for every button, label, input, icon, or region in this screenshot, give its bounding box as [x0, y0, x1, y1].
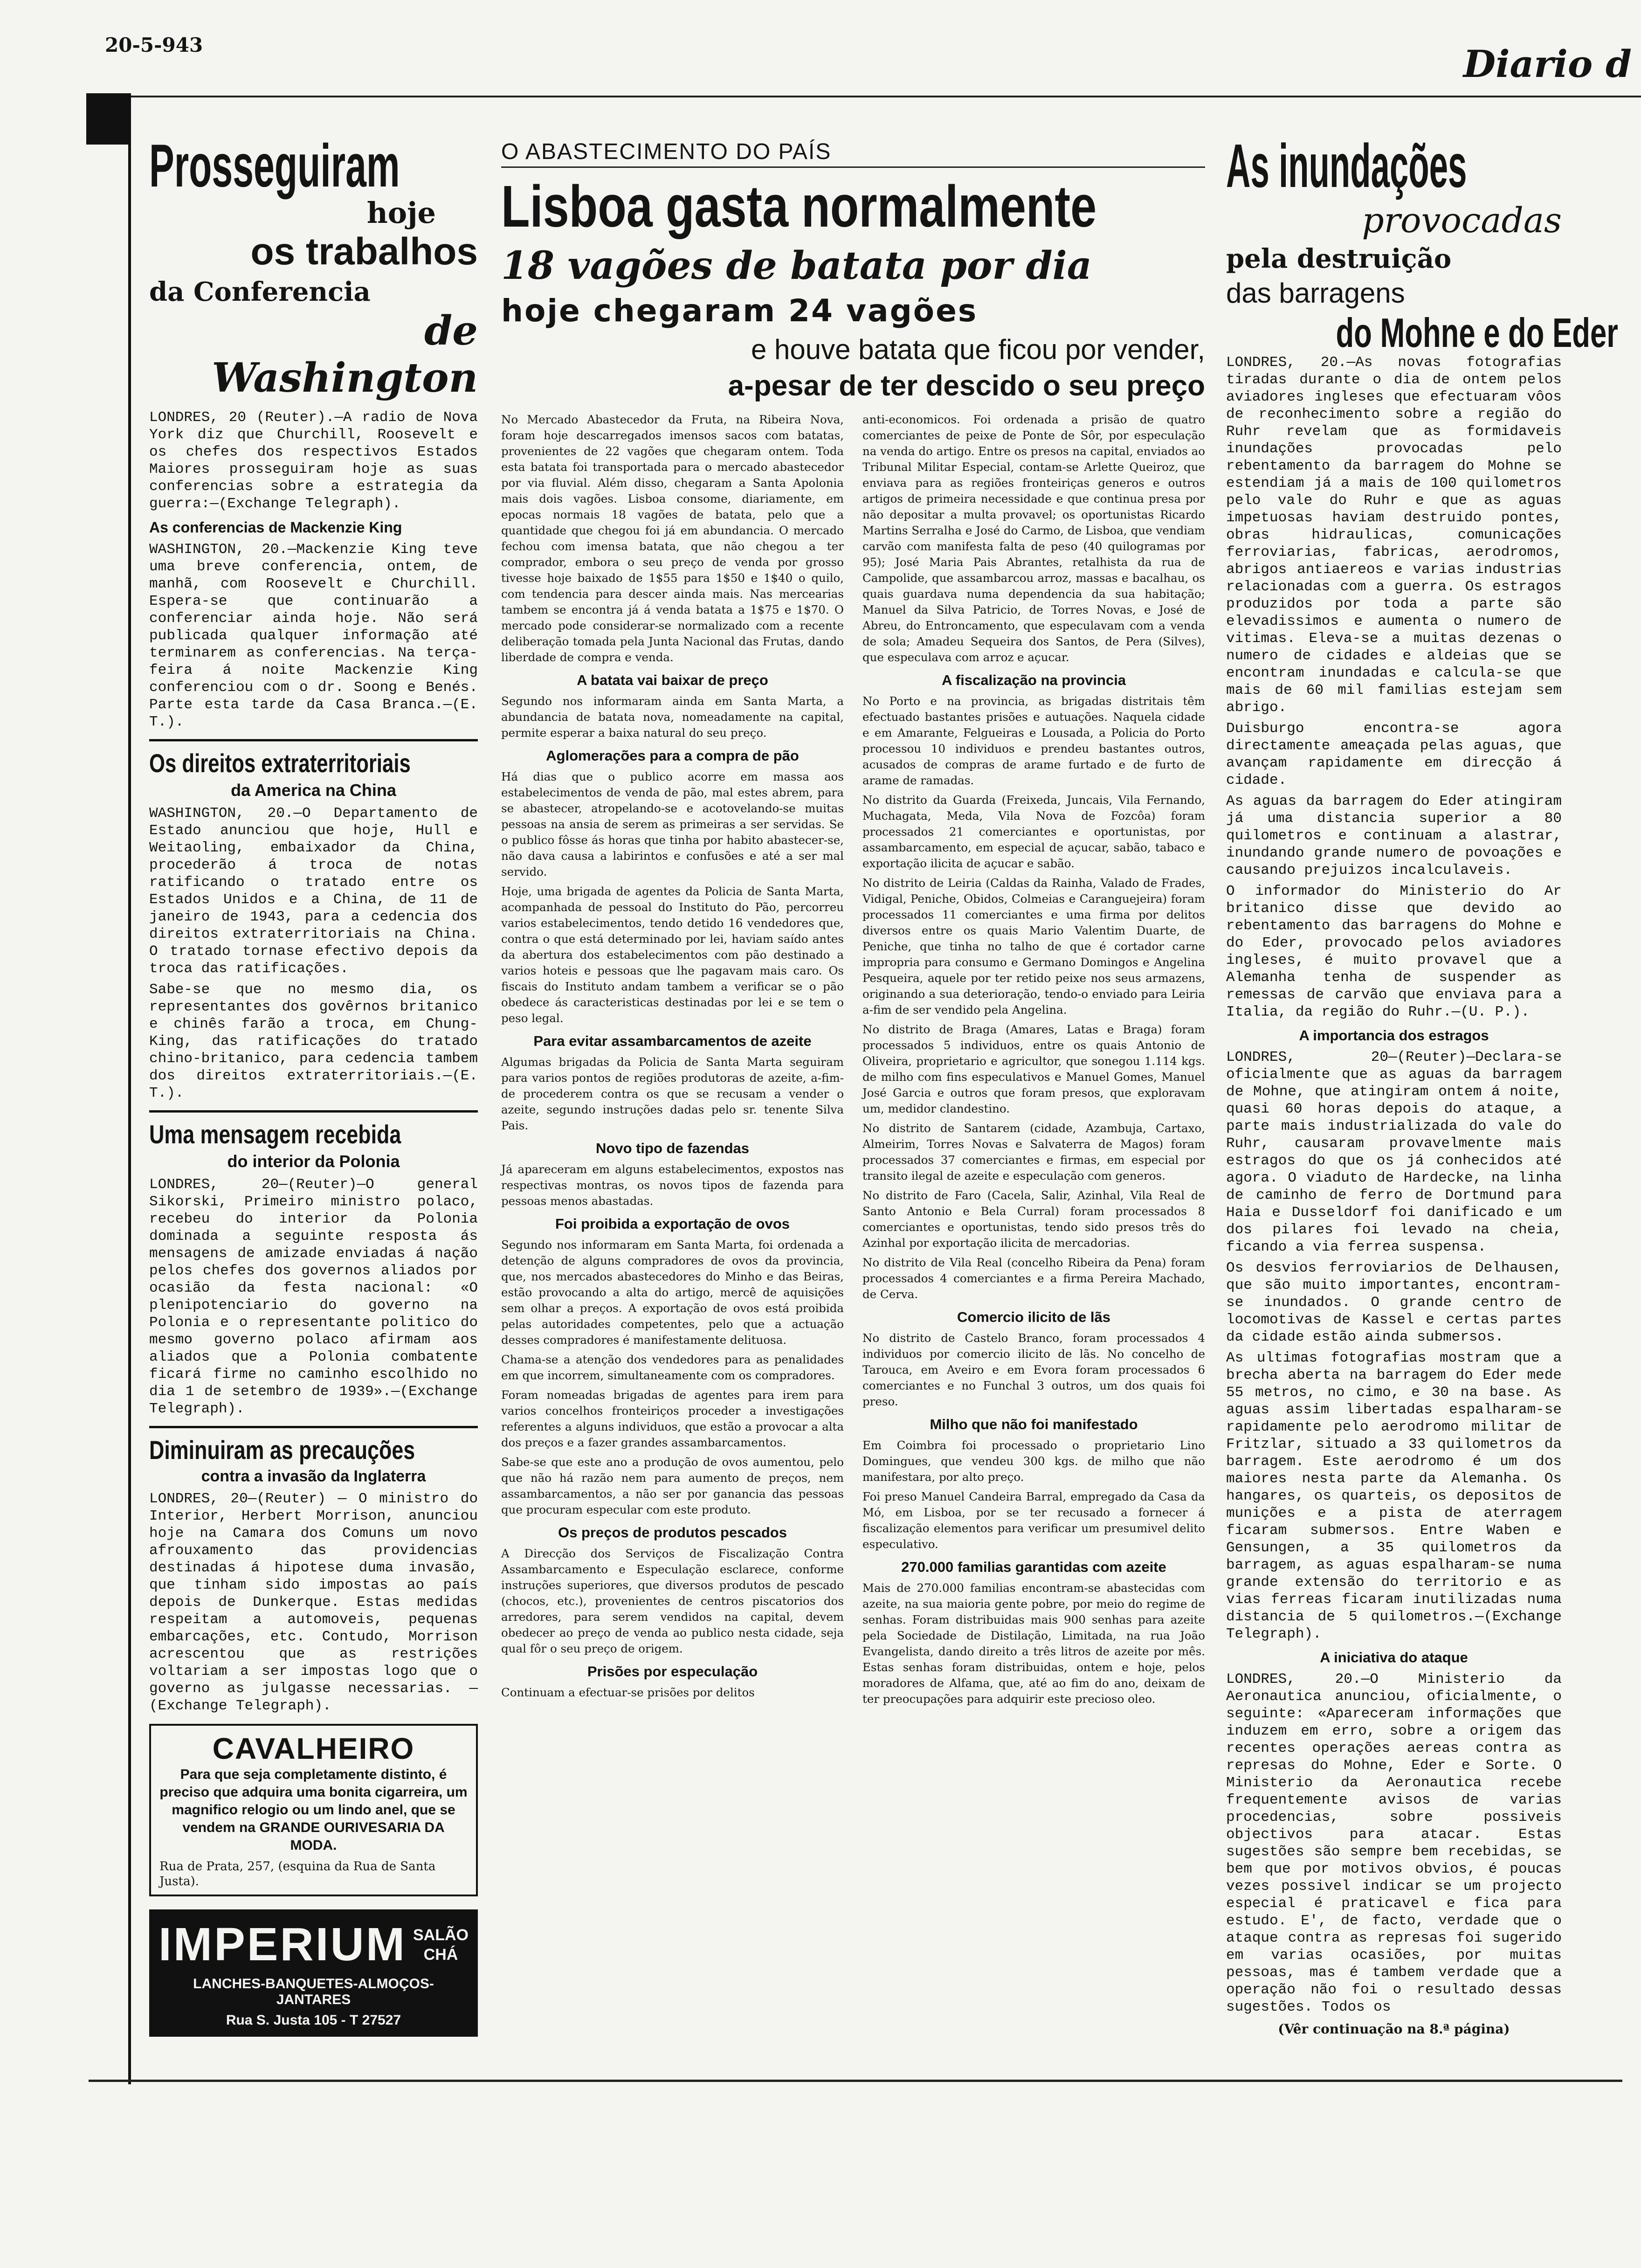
article-paragraph: Já apareceram em alguns estabelecimentos, expostos nas respectivas montras, os novos tipos de fazenda para pessoas menos abastadas.	[501, 1162, 844, 1208]
article-paragraph: No distrito de Castelo Branco, foram processados 4 individuos por comercio ilicito de lãs. No concelho de Tarouca, em Aveiro e em Evora foram processados 6 comerciantes e no Funchal 3 outros, um dos quais foi preso.	[862, 1331, 1205, 1408]
article-paragraph: No Mercado Abastecedor da Fruta, na Ribeira Nova, foram hoje descarregados imensos sacos com batatas, provenientes de 22 vagões que chegaram ontem. Toda esta batata foi transportada para o mercado abastecedor por via fluvial. Além disso, chegaram a Santa Apolonia mais dois vagões. Lisboa consome, diariamente, em epocas normais 18 vagões de batata, pelo que a quantidade que chegou foi já em abundancia. O mercado fechou com imensa batata, que não chegou a ter comprador, embora o seu preço de venda por grosso tivesse hoje baixado de 1$55 para 1$50 e 1$40 o quilo, com tendencia para descer ainda mais. Nas mercearias tambem se encontra já á venda batata a 1$75 e 1$70. O mercado pode considerar-se normalizado com a recente deliberação tomada pela Junta Nacional das Frutas, dando liberdade de compra e venda.	[501, 413, 844, 664]
continuation-note: (Vêr continuação na 8.ª página)	[1278, 2021, 1510, 2037]
article-headline: Uma mensagem recebida	[149, 1120, 401, 1149]
subheading: A batata vai baixar de preço	[577, 672, 768, 688]
article-paragraph: anti-economicos. Foi ordenada a prisão de quatro comerciantes de peixe de Ponte de Sôr, por especulação na venda do artigo. Entre os presos na capital, enviados ao Tribunal Militar Especial, contam-se Arlette Queiroz, que enviava para as regiões fronteiriças generos e outros artigos de primeira necessidade e que continua presa por não depositar a multa provavel; os oportunistas Ricardo Martins Serralha e José do Carmo, de Lisboa, que vendiam carvão com manifesta falta de peso (40 quilogramas por 95); José Maria Pais Abrantes, retalhista da rua de Campolide, que assambarcou arroz, massas e bacalhau, os quais guardava numa dependencia da sua habitação; Manuel da Silva Patricio, de Torres Novas, e José de Abreu, do Entroncamento, que especulavam com a venda de sola; Amadeu Sequeira dos Santos, de Pera (Silves), que especulava com arroz e açucar.	[862, 413, 1205, 664]
ad-brand-name: IMPERIUM	[159, 1918, 407, 1971]
bottom-rule	[89, 2080, 1622, 2082]
article-paragraph: Os desvios ferroviarios de Delhausen, que são muito importantes, encontram-se inundados. O grande centro de locomotivas de Kassel e certas partes da cidade estão ainda submersos.	[1226, 1260, 1562, 1345]
advertisement-imperium	[149, 1909, 478, 2037]
subheading: Milho que não foi manifestado	[930, 1416, 1138, 1432]
headline-line-trabalhos: os trabalhos	[250, 230, 478, 273]
advertisement-cavalheiro	[149, 1724, 478, 1896]
article-subheadline: do interior da Polonia	[227, 1152, 400, 1171]
left-margin-rule	[86, 93, 131, 2084]
article-paragraph: LONDRES, 20—(Reuter) — O ministro do Interior, Herbert Morrison, anunciou hoje na Camara dos Comuns um novo afrouxamento das providencias destinadas á hipotese duma invasão, que tinham sido impostas ao país depois de Dunkerque. Estas medidas respeitam a automoveis, pequenas embarcações, etc. Contudo, Morrison acrescentou que as restrições voltariam a ser impostas logo que o governo as julgasse necessarias. — (Exchange Telegraph).	[149, 1491, 478, 1714]
subheading: Foi proibida a exportação de ovos	[555, 1216, 790, 1232]
article-paragraph: No distrito de Vila Real (concelho Ribeira da Pena) foram processados 4 comerciantes e a firma Pereira Machado, de Cerva.	[862, 1256, 1205, 1301]
center-subcolumn-b	[862, 412, 1205, 1711]
article-paragraph: No distrito de Faro (Cacela, Salir, Azinhal, Vila Real de Santo Antonio e Bela Curral) foram processados 8 comerciantes e oportunistas, tendo sido presos três do Azinhal por exportação ilicita de mercadorias.	[862, 1189, 1205, 1250]
ad-title: CAVALHEIRO	[212, 1732, 415, 1765]
section-divider	[149, 739, 478, 741]
article-paragraph: Segundo nos informaram ainda em Santa Marta, a abundancia de batata nova, nomeadamente na capital, permite esperar a baixa natural do seu preço.	[501, 694, 844, 740]
headline-subline: hoje chegaram 24 vagões	[501, 293, 978, 329]
article-paragraph: No distrito de Santarem (cidade, Azambuja, Cartaxo, Almeirim, Torres Novas e Salvaterra de Magos) foram processados 37 comerciantes e firmas, em especial por transito ilegal de azeite e especulação com generos.	[862, 1121, 1205, 1182]
ad-address: Rua de Prata, 257, (esquina da Rua de Santa Justa).	[159, 1860, 436, 1888]
article-paragraph: As ultimas fotografias mostram que a brecha aberta na barragem do Eder mede 55 metros, no cimo, e 30 na base. As aguas assim libertadas espalharam-se rapidamente pelo aerodromo militar de Fritzlar, situado a 33 quilometros da barragem. Este aerodromo é um dos maiores nesta parte da Alemanha. Os hangares, os quarteis, os depositos de munições e a pista de aterragem ficaram submersos. Entre Waben e Gensungen, a 35 quilometros da barragem, as aguas espalharam-se numa grande extensão do territorio e as vias ferreas ficaram inutilizadas numa distancia de 5 quilometros.—(Exchange Telegraph).	[1226, 1350, 1562, 1642]
article-paragraph: Hoje, uma brigada de agentes da Policia de Santa Marta, acompanhada de pessoal do Instituto do Pão, percorreu varios estabelecimentos, tendo detido 16 vendedores que, contra o que está determinado por lei, haviam saído antes da abertura dos estabelecimentos com pão destinado a varios hoteis e pessoas que lhe pagavam mais caro. Os fiscais do Instituto andam tambem a verificar se o pão obedece ás caracteristicas destinadas por lei e se tem o peso legal.	[501, 885, 844, 1025]
article-paragraph: No Porto e na provincia, as brigadas distritais têm efectuado bastantes prisões e autuações. Naquela cidade e em Amarante, Felgueiras e Lousada, a Policia do Porto processou 10 individuos e prendeu bastantes outros, acusados de compras de arame furtado e de furto de arame de ramadas.	[862, 694, 1205, 787]
article-kicker: O ABASTECIMENTO DO PAÍS	[501, 139, 1205, 168]
headline-line-hoje: hoje	[366, 196, 436, 230]
article-paragraph: Sabe-se que no mesmo dia, os representantes dos govêrnos britanico e chinês farão a troca, em Chung-King, das ratificações do tratado chino-britanico, para cedencia tambem dos direitos extraterritoriais.—(E. T.).	[149, 982, 478, 1101]
article-paragraph: Há dias que o publico acorre em massa aos estabelecimentos de venda de pão, mal estes abrem, para se abastecer, atropelando-se e acotovelando-se muitas pessoas na ansia de serem as primeiras a ser servidas. Se o publico fôsse ás horas que tinha por habito abastecer-se, não dava causa a labirintos e confusões e até a ser mal servido.	[501, 770, 844, 878]
article-paragraph: WASHINGTON, 20.—O Departamento de Estado anunciou que hoje, Hull e Weitaoling, embaixador da China, procederão á troca de notas ratificando o tratado entre os Estados Unidos e a China, de 11 de janeiro de 1943, para a cedencia dos direitos extraterritoriais na China. O tratado tornase efectivo depois da troca das ratificações.	[149, 805, 478, 977]
left-margin-block	[86, 93, 128, 145]
article-paragraph: As aguas da barragem do Eder atingiram já uma distancia superior a 80 quilometros e continuam a alastrar, inundando grande numero de povoações e causando prejuizos incalculaveis.	[1226, 793, 1562, 878]
subheading: As conferencias de Mackenzie King	[149, 519, 402, 536]
article-paragraph: Foi preso Manuel Candeira Barral, empregado da Casa da Mó, em Lisboa, por se ter recusado a fornecer á fiscalização elementos para verificar um presumivel delito especulativo.	[862, 1490, 1205, 1551]
ad-side-label: SALÃO	[413, 1926, 469, 1944]
headline-prosseguiram: Prosseguiram	[149, 131, 400, 200]
subheading: A fiscalização na provincia	[941, 672, 1126, 688]
article-paragraph: LONDRES, 20.—As novas fotografias tiradas durante o dia de ontem pelos aviadores ingleses que efectuaram vôos de reconhecimento sobre a região do Ruhr revelam que as formidaveis inundações provocadas pelo rebentamento da barragem do Mohne se estendiam já a mais de 100 quilometros pelo vale do Ruhr e que as aguas impetuosas haviam destruido pontes, obras hidraulicas, comunicações ferroviarias, fabricas, aerodromos, abrigos antiaereos e varias industrias relacionadas com a guerra. Os estragos produzidos por toda a parte são elevadissimos e aumenta o numero de vitimas. Eleva-se a muitas dezenas o numero de cidades e aldeias que se encontram inundadas e calcula-se que mais de 60 mil familias estejam sem abrigo.	[1226, 354, 1562, 716]
issue-date: 20-5-943	[105, 34, 203, 56]
headline-line-conferencia: da Conferencia	[149, 277, 371, 307]
subheading: A importancia dos estragos	[1299, 1027, 1489, 1044]
article-headline: Os direitos extraterritoriais	[149, 748, 411, 778]
ad-address: Rua S. Justa 105 - T 27527	[226, 2012, 401, 2028]
headline-line-mohne-eder: do Mohne e do Eder	[1336, 310, 1618, 356]
article-paragraph: LONDRES, 20.—O Ministerio da Aeronautica anunciou, oficialmente, o seguinte: «Apareceram informações que induzem em erro, sobre a origem das recentes operações aereas contra as represas do Mohne, Eder e Sorte. O Ministerio da Aeronautica recebe frequentemente avisos de varias procedencias, sobre possiveis objectivos para atacar. Estas sugestões são sempre bem recebidas, se bem que por motivos obvios, é poucas vezes possivel indicar se um projecto especial é praticavel e fica para estudo. E', de facto, verdade que o ataque contra as represas foi sugerido em varias ocasiões, por muitas pessoas, mas é tambem verdade que a operação não foi o resultado dessas sugestões. Todos os	[1226, 1671, 1562, 2015]
article-paragraph: Duisburgo encontra-se agora directamente ameaçada pelas aguas, que avançam rapidamente em direcção á cidade.	[1226, 720, 1562, 788]
headline-line-barragens: das barragens	[1226, 277, 1405, 309]
article-paragraph: WASHINGTON, 20.—Mackenzie King teve uma breve conferencia, ontem, de manhã, com Roosevelt e Churchill. Espera-se que continuarão a conferenciar ainda hoje. Não será publicada qualquer informação até terminarem as conferencias. Na terça-feira á noite Mackenzie King conferenciou com o dr. Soong e Benés. Parte esta tarde da Casa Branca.—(E. T.).	[149, 541, 478, 730]
article-paragraph: Continuam a efectuar-se prisões por delitos	[501, 1686, 755, 1699]
article-paragraph: No distrito de Braga (Amares, Latas e Braga) foram processados 5 individuos, entre os quais Antonio de Oliveira, proprietario e agricultor, que sonegou 1.114 kgs. de milho com fins especulativos e Manuel Gomes, Manuel José Garcia e outros que foram presos, que exploravam um, medidor clandestino.	[862, 1023, 1205, 1115]
ad-services: LANCHES-BANQUETES-ALMOÇOS-JANTARES	[193, 1976, 434, 2007]
ad-side-label: CHÁ	[423, 1945, 458, 1964]
headline-lisboa: Lisboa gasta normalmente	[501, 173, 1097, 239]
article-subheadline: da America na China	[231, 781, 396, 800]
headline-line-provocadas: provocadas	[1362, 201, 1562, 241]
section-divider	[149, 1110, 478, 1113]
newspaper-masthead: Diario d	[1463, 42, 1632, 86]
article-headline: Diminuiram as precauções	[149, 1435, 415, 1465]
article-paragraph: Mais de 270.000 familias encontram-se abastecidas com azeite, na sua maioria gente pobre, por meio do regime de senhas. Foram distribuidas mais 900 senhas para azeite pela Sociedade de Distilação, Limitada, na rua João Evangelista, dando direito a três litros de azeite por mês. Estas senhas foram distribuidas, ontem e hoje, pelos moradores de Alfama, que, até ao fim do ano, deixam de ter preocupações para adquirir este precioso oleo.	[862, 1581, 1205, 1706]
column-right	[1226, 131, 1618, 2037]
column-center	[501, 131, 1205, 1711]
article-paragraph: Algumas brigadas da Policia de Santa Marta seguiram para varios pontos de regiões produtoras de azeite, a-fim-de procederem contra os que se recusam a vender o azeite, segundo instruções dadas pelo sr. tenente Silva Pais.	[501, 1055, 844, 1132]
article-paragraph: LONDRES, 20 (Reuter).—A radio de Nova York diz que Churchill, Roosevelt e os chefes dos respectivos Estados Maiores prosseguiram hoje as suas conferencias sobre a estrategia da guerra:—(Exchange Telegraph).	[149, 409, 478, 512]
headline-line-destruicao: pela destruição	[1226, 243, 1452, 274]
article-paragraph: Foram nomeadas brigadas de agentes para irem para varios concelhos fronteiriços proceder a investigações referentes a alguns individuos, que estão a provocar a alta dos preços e a fazer grandes assambarcamentos.	[501, 1388, 844, 1449]
subheading: Para evitar assambarcamentos de azeite	[533, 1033, 812, 1049]
headline-line-washington: de Washington	[212, 307, 478, 401]
ad-text: Para que seja completamente distinto, é preciso que adquira uma bonita cigarreira, um magnifico relogio ou um lindo anel, que se vendem na GRANDE OURIVESARIA DA MODA.	[159, 1767, 468, 1853]
column-left	[149, 131, 478, 2037]
top-rule	[89, 96, 1641, 97]
center-subcolumn-a	[501, 412, 844, 1711]
article-paragraph: Sabe-se que este ano a produção de ovos aumentou, pelo que não há razão nem para aumento de preços, nem assambarcamentos, a não ser por ganancia das pessoas que procuram especular com este produto.	[501, 1455, 844, 1516]
article-paragraph: LONDRES, 20—(Reuter)—O general Sikorski, Primeiro ministro polaco, recebeu do interior da Polonia dominada a seguinte resposta ás mensagens de amizade enviadas á nação pelos chefes dos governos aliados por ocasião da festa nacional: «O plenipotenciario do governo na Polonia e o representante politico do mesmo governo polaco afirmam aos aliados que a Polonia combatente ficará firme no caminho escolhido no dia 1 de setembro de 1939».—(Exchange Telegraph).	[149, 1176, 478, 1417]
headline-subline: 18 vagões de batata por dia	[501, 243, 1092, 288]
subheading: 270.000 familias garantidas com azeite	[901, 1559, 1166, 1575]
subheading: Prisões por especulação	[587, 1663, 758, 1680]
subheading: Comercio ilicito de lãs	[957, 1309, 1111, 1325]
subheading: A iniciativa do ataque	[1320, 1649, 1468, 1666]
article-subheadline: contra a invasão da Inglaterra	[201, 1467, 426, 1485]
section-divider	[149, 1426, 478, 1428]
subheading: Novo tipo de fazendas	[596, 1140, 749, 1156]
article-paragraph: LONDRES, 20—(Reuter)—Declara-se oficialmente que as aguas da barragem de Mohne, que atingiram ontem á noite, quasi 60 horas depois do ataque, a parte mais industrializada do vale do Ruhr, causaram provavelmente mais estragos do que os já conhecidos até agora. O viaduto de Hardecke, na linha de caminho de ferro de Dortmund para Haia e Dusseldorf foi danificado e um dos pilares foi levado na cheia, ficando a via ferrea suspensa.	[1226, 1049, 1562, 1255]
subheading: Os preços de produtos pescados	[558, 1524, 787, 1541]
article-paragraph: No distrito da Guarda (Freixeda, Juncais, Vila Fernando, Muchagata, Meda, Vila Nova de Fozcôa) foram processados 21 comerciantes e oportunistas, por assambarcamento, em especial de açucar, sabão, tabaco e exportação ilicita de açucar e sabão.	[862, 793, 1205, 870]
article-paragraph: A Direcção dos Serviços de Fiscalização Contra Assambarcamento e Especulação esclarece, conforme instruções superiores, que diversos produtos de pescado (chocos, etc.), provenientes de centros piscatorios dos arredores, para serem vendidos na capital, devem obedecer ao preço de venda ao publico nesta cidade, seja qual fôr o seu preço de origem.	[501, 1547, 844, 1655]
article-paragraph: No distrito de Leiria (Caldas da Rainha, Valado de Frades, Vidigal, Peniche, Obidos, Colmeias e Caranguejeira) foram processados 11 comerciantes e uma firma por delitos diversos entre os quais Mario Valentim Duarte, de Peniche, que tinha no talho de que é cortador carne impropria para consumo e Germano Domingos e Angelina Pesqueira, aquele por ter retido peixe nos seus armazens, originando a sua deterioração, tendo-o enviado para Leiria a-fim de ser vendido pela Angelina.	[862, 876, 1205, 1016]
subheading: Aglomerações para a compra de pão	[546, 747, 799, 764]
article-paragraph: Chama-se a atenção dos vendedores para as penalidades em que incorrem, simultaneamente com os compradores.	[501, 1353, 844, 1382]
headline-subline: a-pesar de ter descido o seu preço	[728, 370, 1205, 402]
article-paragraph: Em Coimbra foi processado o proprietario Lino Domingues, que vendeu 300 kgs. de milho que não manifestara, por alto preço.	[862, 1438, 1205, 1484]
headline-subline: e houve batata que ficou por vender,	[751, 334, 1205, 365]
headline-inundacoes: As inundações	[1226, 131, 1467, 200]
article-paragraph: O informador do Ministerio do Ar britanico disse que devido ao rebentamento das barragens do Mohne e do Eder, provocado pelos aviadores ingleses, é muito provavel que a Alemanha tenha de suspender as remessas de carvão que enviava para a Italia, da região do Ruhr.—(U. P.).	[1226, 883, 1562, 1020]
article-paragraph: Segundo nos informaram em Santa Marta, foi ordenada a detenção de alguns compradores de ovos da provincia, que, nos mercados abastecedores do Minho e das Beiras, estão provocando a alta do artigo, mercê de aquisições sem olhar a preços. A exportação de ovos está proibida pelas autoridades competentes, pelo que a actuação desses compradores é manifestamente delituosa.	[501, 1238, 844, 1347]
